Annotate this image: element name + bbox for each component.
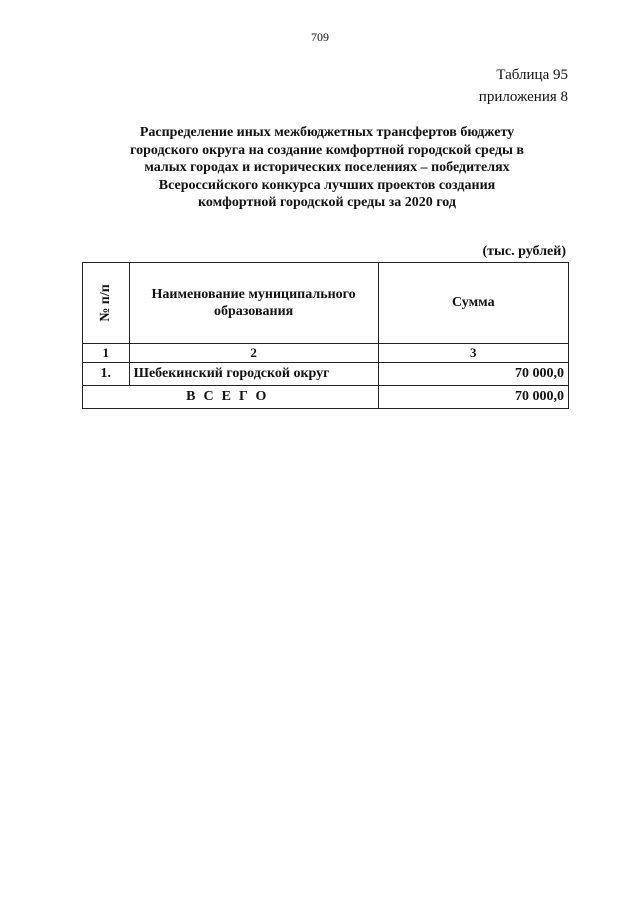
header-number-label: № п/п: [97, 284, 113, 322]
table-reference-line-2: приложения 8: [478, 89, 568, 105]
column-index-3: 3: [378, 344, 568, 363]
header-number-cell: [83, 263, 130, 344]
table-header-row: [83, 263, 569, 344]
transfers-table: [82, 262, 569, 409]
page-number: 709: [311, 30, 329, 44]
row-sum: 70 000,0: [378, 363, 568, 386]
title-line: Всероссийского конкурса лучших проектов создания: [158, 177, 496, 193]
header-name-line-2: образования: [213, 304, 294, 319]
column-index-1: 1: [83, 344, 130, 363]
total-sum: 70 000,0: [378, 386, 568, 409]
document-title: [100, 124, 554, 212]
row-number: 1.: [83, 363, 130, 386]
title-line: малых городах и исторических поселениях – победителях: [144, 160, 510, 175]
header-sum-cell: Сумма: [378, 263, 568, 344]
title-line: городского округа на создание комфортной городской среды в: [130, 142, 524, 158]
header-name-line-1: Наименование муниципального: [151, 287, 356, 302]
total-row: [83, 386, 569, 409]
units-label: (тыс. рублей): [482, 244, 566, 259]
column-index-2: 2: [129, 344, 378, 363]
table-reference: [479, 64, 568, 108]
table-reference-line-1: Таблица 95: [496, 67, 568, 83]
title-line: Распределение иных межбюджетных трансфертов бюджету: [139, 125, 515, 140]
column-index-row: [83, 344, 569, 363]
total-label: ВСЕГО: [83, 386, 379, 409]
title-line: комфортной городской среды за 2020 год: [198, 195, 456, 210]
row-municipality: Шебекинский городской округ: [129, 363, 378, 386]
header-name-cell: [129, 263, 378, 344]
table-row: [83, 363, 569, 386]
